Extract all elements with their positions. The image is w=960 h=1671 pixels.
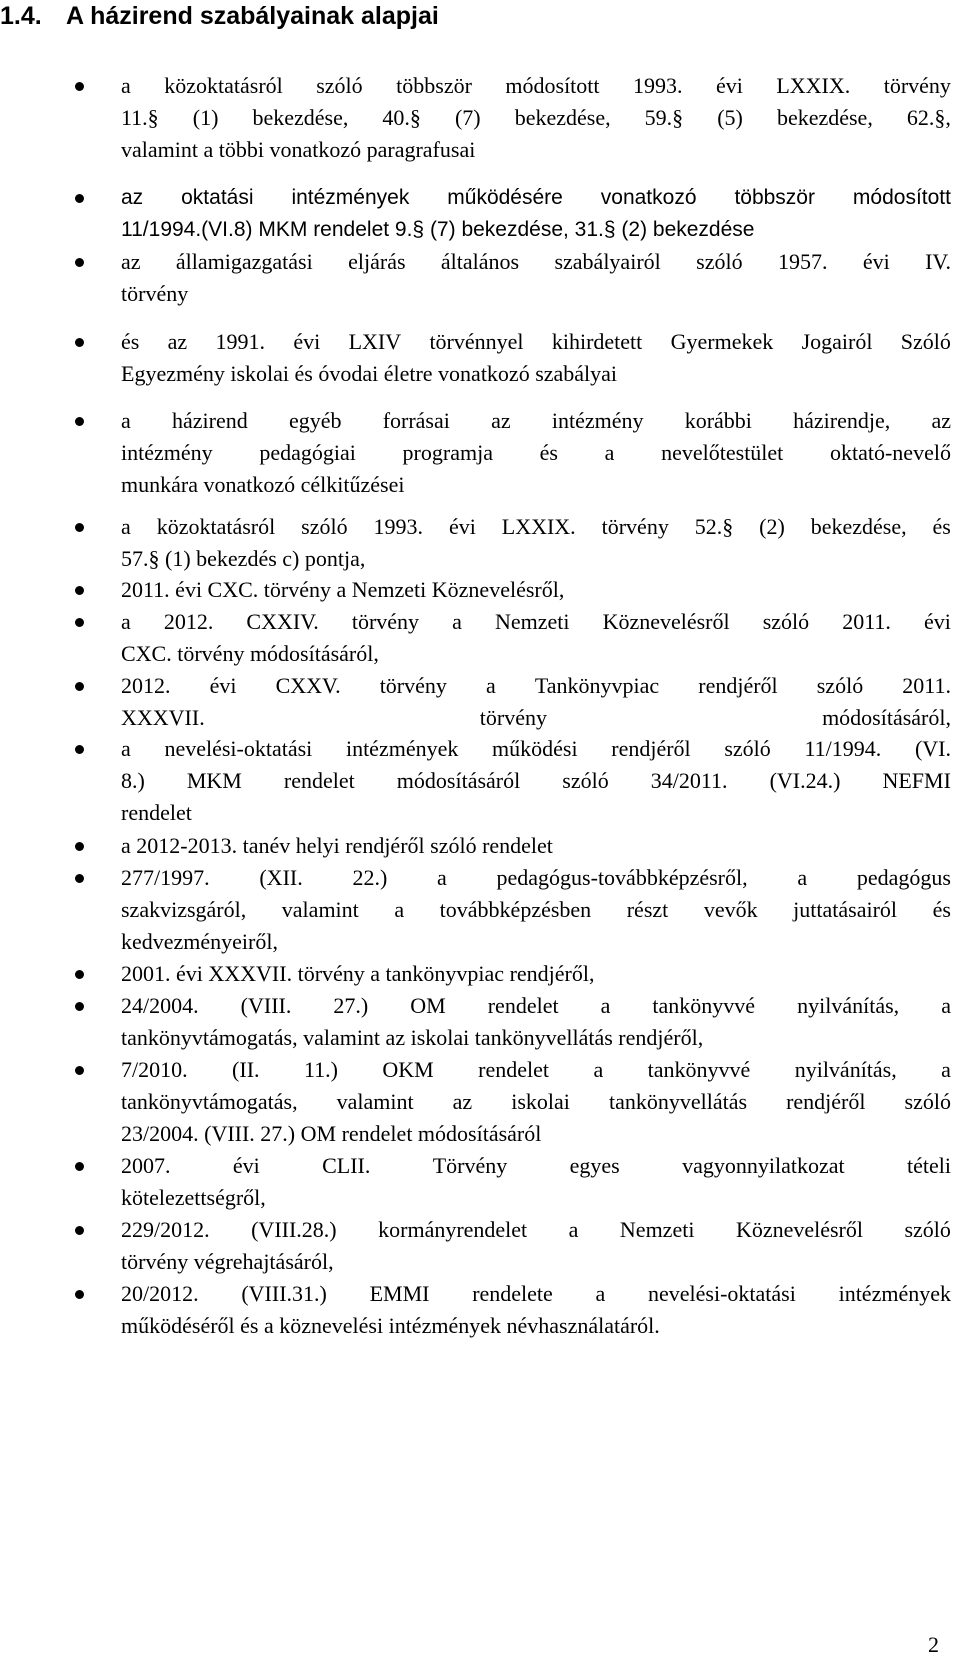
list-item-text [121,1054,951,1150]
section-number: 1.4. [0,2,42,30]
text-line: 229/2012. (VIII.28.) kormányrendelet a Nemzeti Köznevelésről szóló [121,1217,951,1242]
text-line: a házirend egyéb forrásai az intézmény korábbi házirendje, az [121,408,951,433]
text-line: 2007. évi CLII. Törvény egyes vagyonnyilatkozat tételi [121,1153,951,1178]
list-item-text [121,405,951,501]
bullet-icon [75,1066,84,1075]
text-line: kedvezményeiről, [121,929,278,954]
text-line: 8.) MKM rendelet módosításáról szóló 34/2011. (VI.24.) NEFMI [121,768,951,793]
bullet-icon [75,194,84,203]
list-item-text [121,606,951,670]
bullet-icon [75,745,84,754]
text-line: 24/2004. (VIII. 27.) OM rendelet a tankönyvvé nyilvánítás, a [121,993,951,1018]
bullet-icon [75,523,84,532]
list-item-text [121,670,951,734]
list-item-text [121,990,951,1054]
bullet-icon [75,1002,84,1011]
list-item-text [121,246,951,310]
text-line: munkára vonatkozó célkitűzései [121,472,405,497]
list-item-text [121,182,951,246]
list-item-text [121,574,951,606]
bullet-icon [75,874,84,883]
list-item-text [121,326,951,390]
text-line: 2011. évi CXC. törvény a Nemzeti Köznevelésről, [121,577,565,602]
list-item-text [121,862,951,958]
text-line: és az 1991. évi LXIV törvénnyel kihirdetett Gyermekek Jogairól Szóló [121,329,951,354]
bullet-icon [75,1162,84,1171]
text-line: az államigazgatási eljárás általános szabályairól szóló 1957. évi IV. [121,249,951,274]
text-line: működéséről és a köznevelési intézmények névhasználatáról. [121,1313,660,1338]
bullet-icon [75,1290,84,1299]
text-line: rendelet [121,800,192,825]
text-line: CXC. törvény módosításáról, [121,641,379,666]
bullet-icon [75,338,84,347]
bullet-icon [75,970,84,979]
text-line: kötelezettségről, [121,1185,266,1210]
text-line: a 2012. CXXIV. törvény a Nemzeti Köznevelésről szóló 2011. évi [121,609,951,634]
bullet-icon [75,586,84,595]
bullet-icon [75,82,84,91]
bullet-icon [75,417,84,426]
text-line: a nevelési-oktatási intézmények működési rendjéről szóló 11/1994. (VI. [121,736,951,761]
bullet-icon [75,258,84,267]
text-line: a közoktatásról szóló 1993. évi LXXIX. törvény 52.§ (2) bekezdése, és [121,514,951,539]
text-line: a 2012-2013. tanév helyi rendjéről szóló rendelet [121,833,553,858]
bullet-icon [75,1226,84,1235]
text-line: az oktatási intézmények működésére vonatkozó többször módosított [121,186,951,209]
text-line: szakvizsgáról, valamint a továbbképzésben részt vevők juttatásairól és [121,897,951,922]
list-item-text [121,511,951,575]
text-line: tankönyvtámogatás, valamint az iskolai tankönyvellátás rendjéről, [121,1025,704,1050]
text-line: tankönyvtámogatás, valamint az iskolai tankönyvellátás rendjéről szóló [121,1089,951,1114]
text-line: 57.§ (1) bekezdés c) pontja, [121,546,366,571]
list-item-text [121,733,951,829]
text-line: intézmény pedagógiai programja és a nevelőtestület oktató-nevelő [121,440,951,465]
text-line: XXXVII. törvény módosításáról, [121,705,951,730]
text-line: Egyezmény iskolai és óvodai életre vonatkozó szabályai [121,361,618,386]
text-line: a közoktatásról szóló többször módosított 1993. évi LXXIX. törvény [121,73,951,98]
section-heading [0,0,439,32]
text-line: 11.§ (1) bekezdése, 40.§ (7) bekezdése, 59.§ (5) bekezdése, 62.§, [121,105,951,130]
bullet-icon [75,682,84,691]
text-line: 2001. évi XXXVII. törvény a tankönyvpiac rendjéről, [121,961,595,986]
text-line: 2012. évi CXXV. törvény a Tankönyvpiac rendjéről szóló 2011. [121,673,951,698]
list-item-text [121,958,951,990]
text-line: 23/2004. (VIII. 27.) OM rendelet módosításáról [121,1121,542,1146]
text-line: 7/2010. (II. 11.) OKM rendelet a tankönyvvé nyilvánítás, a [121,1057,951,1082]
text-line: 20/2012. (VIII.31.) EMMI rendelete a nevelési-oktatási intézmények [121,1281,951,1306]
bullet-icon [75,842,84,851]
text-line: 277/1997. (XII. 22.) a pedagógus-továbbképzésről, a pedagógus [121,865,951,890]
text-line: valamint a többi vonatkozó paragrafusai [121,137,476,162]
list-item-text [121,830,951,862]
text-line: törvény [121,281,189,306]
section-title: A házirend szabályainak alapjai [66,2,439,30]
text-line: törvény végrehajtásáról, [121,1249,334,1274]
bullet-icon [75,618,84,627]
page-number: 2 [928,1632,939,1657]
list-item-text [121,1214,951,1278]
list-item-text [121,1150,951,1214]
list-item-text [121,1278,951,1342]
list-item-text [121,70,951,166]
text-line: 11/1994.(VI.8) MKM rendelet 9.§ (7) bekezdése, 31.§ (2) bekezdése [121,218,755,241]
